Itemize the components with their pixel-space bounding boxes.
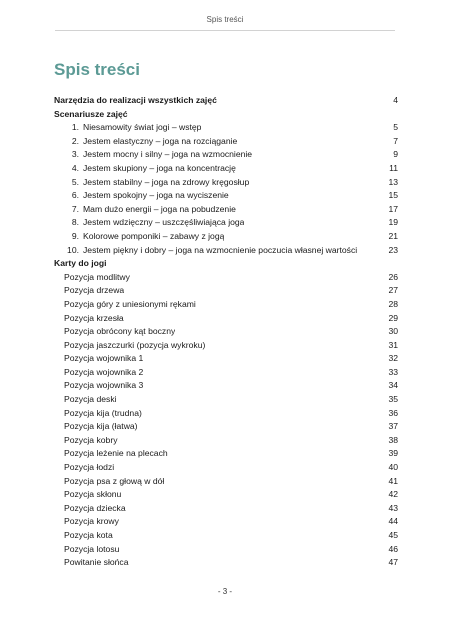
toc-entry-label: Pozycja modlitwy bbox=[64, 271, 130, 282]
toc-entry-label: Pozycja deski bbox=[64, 394, 117, 405]
toc-entry bbox=[54, 379, 398, 393]
toc-entry-label: Pozycja wojownika 2 bbox=[64, 366, 144, 377]
toc-entry bbox=[54, 162, 398, 176]
toc-entry bbox=[54, 176, 398, 190]
toc-entry-label: Karty do jogi bbox=[54, 258, 107, 269]
toc-entry bbox=[54, 543, 398, 557]
toc-entry-number: 1. bbox=[71, 122, 79, 133]
toc-entry-number: 3. bbox=[71, 149, 79, 160]
toc-entry-page: 31 bbox=[388, 339, 398, 350]
toc-entry-label: Pozycja drzewa bbox=[64, 285, 125, 296]
toc-entry-text: Niesamowity świat jogi – wstęp bbox=[83, 122, 202, 133]
toc-entry-page: 45 bbox=[388, 530, 398, 540]
toc-entry-page: 21 bbox=[388, 230, 398, 241]
toc-entry-page: 26 bbox=[388, 271, 398, 282]
toc-entry-text: Jestem spokojny – joga na wyciszenie bbox=[83, 190, 229, 201]
toc-entry bbox=[54, 244, 398, 258]
toc-entry bbox=[54, 284, 398, 298]
toc-entry-text: Jestem piękny i dobry – joga na wzmocnienie poczucia własnej wartości bbox=[83, 244, 358, 255]
toc-entry-label: Pozycja obrócony kąt boczny bbox=[64, 326, 176, 337]
toc-entry-label: Scenariusze zajęć bbox=[54, 108, 128, 119]
page-number: - 3 - bbox=[217, 587, 233, 596]
toc-entry-label bbox=[64, 176, 249, 190]
toc-entry bbox=[54, 461, 398, 475]
toc-entry-number: 9. bbox=[71, 230, 79, 241]
toc-entry-page: 11 bbox=[389, 162, 398, 173]
toc-entry-number: 5. bbox=[71, 176, 79, 187]
toc-entry-page: 9 bbox=[393, 149, 398, 160]
toc-entry-page: 5 bbox=[393, 122, 398, 133]
toc-entry bbox=[54, 216, 398, 230]
toc-entry-label bbox=[64, 244, 357, 258]
toc-section-scenarios bbox=[54, 108, 398, 122]
toc-entry-label bbox=[64, 203, 236, 217]
toc-entry-page: 4 bbox=[393, 95, 398, 105]
toc-entry bbox=[54, 475, 398, 489]
toc-entry-page: 47 bbox=[388, 557, 398, 568]
toc-entry bbox=[54, 325, 398, 339]
toc-entry bbox=[54, 135, 398, 149]
toc-entry-label: Pozycja lotosu bbox=[64, 543, 120, 554]
toc-entry-page: 41 bbox=[388, 475, 398, 486]
toc-entry-label: Pozycja wojownika 1 bbox=[64, 353, 144, 364]
toc-entry-page bbox=[380, 257, 398, 271]
toc-entry-label: Pozycja krzesła bbox=[64, 312, 124, 323]
toc-entry-page: 34 bbox=[388, 380, 398, 391]
toc-entry-label: Pozycja wojownika 3 bbox=[64, 380, 144, 391]
toc-entry bbox=[54, 230, 398, 244]
toc-entry-label: Narzędzia do realizacji wszystkich zajęć bbox=[54, 95, 217, 105]
card-list bbox=[54, 271, 398, 570]
toc-entry bbox=[54, 434, 398, 448]
toc-entry-page: 13 bbox=[388, 176, 398, 187]
toc-entry-page: 36 bbox=[388, 407, 398, 418]
toc-entry-page: 32 bbox=[388, 353, 398, 364]
toc-entry bbox=[54, 271, 398, 285]
toc-entry-label: Pozycja leżenie na plecach bbox=[64, 448, 168, 459]
toc-entry-label: Pozycja kobry bbox=[64, 434, 118, 445]
toc-entry-page: 39 bbox=[388, 448, 398, 459]
toc-entry bbox=[54, 366, 398, 380]
toc-entry-text: Jestem wdzięczny – uszczęśliwiająca joga bbox=[83, 217, 245, 228]
toc-entry bbox=[54, 189, 398, 203]
toc-entry bbox=[54, 393, 398, 407]
toc-entry-page: 43 bbox=[388, 502, 398, 513]
toc-entry-page: 27 bbox=[388, 285, 398, 296]
toc-entry-number: 10. bbox=[67, 244, 79, 255]
toc-entry-label: Powitanie słońca bbox=[64, 557, 129, 568]
toc-entry bbox=[54, 488, 398, 502]
toc-entry bbox=[54, 447, 398, 461]
toc-entry-text: Jestem stabilny – joga na zdrowy kręgosłup bbox=[83, 176, 250, 187]
toc-entry bbox=[54, 298, 398, 312]
toc-entry bbox=[54, 312, 398, 326]
toc-entry-label bbox=[64, 148, 252, 162]
running-header: Spis treści bbox=[206, 15, 244, 24]
toc-entry bbox=[54, 556, 398, 570]
toc-entry-page: 42 bbox=[388, 489, 398, 500]
toc-entry-page: 46 bbox=[388, 543, 398, 554]
toc-entry-label: Pozycja kota bbox=[64, 530, 113, 540]
toc-entry-number: 2. bbox=[71, 135, 79, 146]
toc-entry-page: 15 bbox=[388, 190, 398, 201]
toc-entry-label bbox=[64, 230, 224, 244]
toc-entry-page: 35 bbox=[388, 394, 398, 405]
header-divider bbox=[55, 30, 395, 31]
toc-entry-page: 19 bbox=[388, 217, 398, 228]
toc-section-cards bbox=[54, 257, 398, 271]
toc-entry bbox=[54, 203, 398, 217]
toc-entry-label: Pozycja góry z uniesionymi rękami bbox=[64, 298, 196, 309]
toc-entry bbox=[54, 502, 398, 516]
toc-entry bbox=[54, 529, 398, 543]
toc-entry-label: Pozycja jaszczurki (pozycja wykroku) bbox=[64, 339, 206, 350]
toc-entry-label bbox=[64, 216, 244, 230]
toc-entry-page: 33 bbox=[388, 366, 398, 377]
toc-entry-number: 8. bbox=[71, 217, 79, 228]
toc-entry-page: 23 bbox=[388, 244, 398, 255]
scenario-list bbox=[54, 121, 398, 257]
toc-entry-label bbox=[64, 189, 229, 203]
toc-entry-label: Pozycja psa z głową w dół bbox=[64, 475, 165, 486]
toc-entry-page: 17 bbox=[388, 203, 398, 214]
table-of-contents bbox=[54, 94, 398, 570]
page-title: Spis treści bbox=[54, 60, 140, 79]
toc-entry bbox=[54, 121, 398, 135]
toc-entry bbox=[54, 515, 398, 529]
toc-entry-text: Jestem skupiony – joga na koncentrację bbox=[83, 162, 236, 173]
toc-entry-page bbox=[380, 108, 398, 122]
toc-entry-page: 38 bbox=[388, 434, 398, 445]
toc-entry-label bbox=[64, 121, 201, 135]
toc-entry-number: 4. bbox=[71, 162, 79, 173]
toc-entry-page: 40 bbox=[388, 462, 398, 473]
toc-entry-text: Kolorowe pomponiki – zabawy z jogą bbox=[83, 230, 225, 241]
toc-entry-page: 28 bbox=[388, 298, 398, 309]
toc-entry-label: Pozycja skłonu bbox=[64, 489, 122, 500]
toc-entry-text: Jestem mocny i silny – joga na wzmocnienie bbox=[83, 149, 253, 160]
toc-entry-page: 44 bbox=[388, 516, 398, 527]
toc-entry-label: Pozycja łodzi bbox=[64, 462, 115, 473]
toc-entry-text: Mam dużo energii – joga na pobudzenie bbox=[83, 203, 236, 214]
toc-entry-text: Jestem elastyczny – joga na rozciąganie bbox=[83, 135, 238, 146]
toc-entry bbox=[54, 148, 398, 162]
toc-entry bbox=[54, 339, 398, 353]
toc-entry bbox=[54, 352, 398, 366]
toc-entry-page: 30 bbox=[388, 326, 398, 337]
toc-entry-page: 29 bbox=[388, 312, 398, 323]
toc-entry-label bbox=[64, 162, 236, 176]
toc-entry bbox=[54, 407, 398, 421]
toc-entry-label: Pozycja krowy bbox=[64, 516, 119, 527]
toc-section-tools bbox=[54, 94, 398, 108]
toc-entry-label: Pozycja dziecka bbox=[64, 502, 126, 513]
toc-entry bbox=[54, 420, 398, 434]
toc-entry-label: Pozycja kija (łatwa) bbox=[64, 421, 138, 432]
toc-entry-number: 6. bbox=[71, 190, 79, 201]
toc-entry-page: 7 bbox=[393, 135, 398, 146]
toc-entry-page: 37 bbox=[388, 421, 398, 432]
toc-entry-label: Pozycja kija (trudna) bbox=[64, 407, 142, 418]
toc-entry-label bbox=[64, 135, 237, 149]
toc-entry-number: 7. bbox=[71, 203, 79, 214]
